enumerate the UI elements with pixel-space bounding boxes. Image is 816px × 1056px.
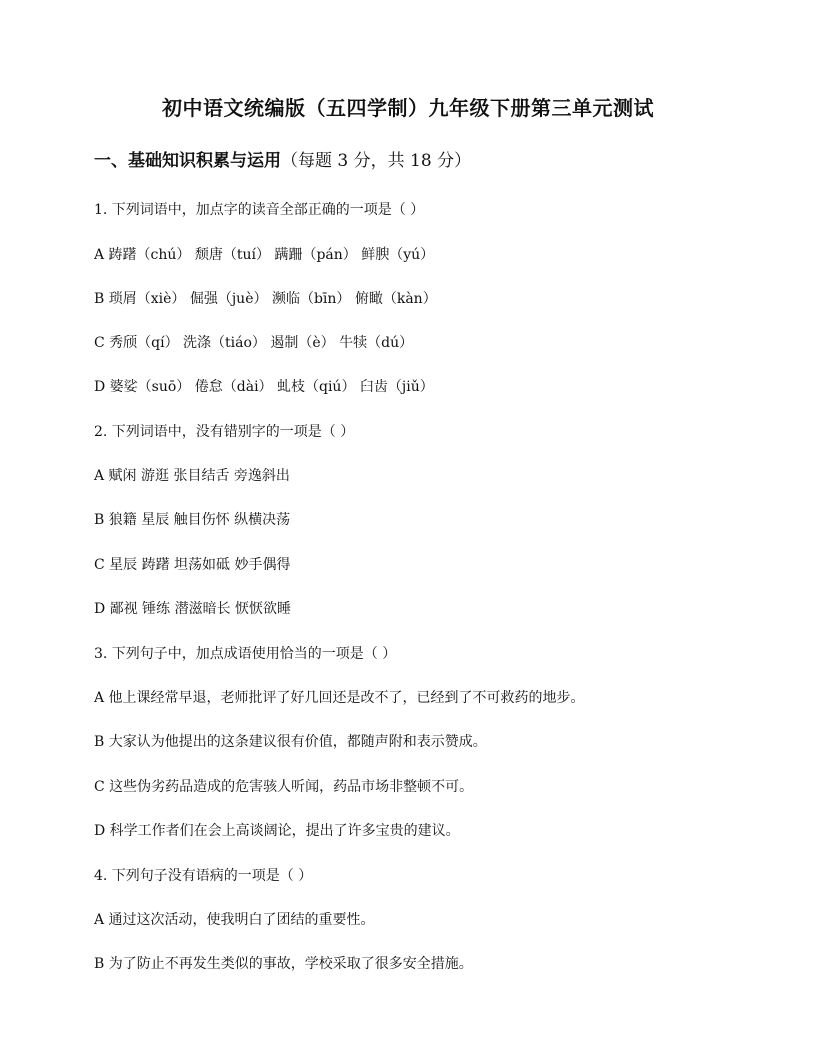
- section-score-note: （每题 3 分，共 18 分）: [281, 151, 472, 171]
- question-3-option-d: D 科学工作者们在会上高谈阔论，提出了许多宝贵的建议。: [94, 823, 460, 839]
- question-4-stem: 4. 下列句子没有语病的一项是（ ）: [94, 868, 313, 884]
- question-2-option-a: A 赋闲 游逛 张目结舌 旁逸斜出: [94, 468, 290, 484]
- question-2-stem: 2. 下列词语中，没有错别字的一项是（ ）: [94, 424, 355, 440]
- question-1-option-c: C 秀颀（qí） 洗涤（tiáo） 遏制（è） 牛犊（dú）: [94, 335, 414, 351]
- question-3-option-b: B 大家认为他提出的这条建议很有价值，都随声附和表示赞成。: [94, 734, 487, 750]
- question-3-option-a: A 他上课经常早退，老师批评了好几回还是改不了，已经到了不可救药的地步。: [94, 690, 585, 706]
- question-1-stem: 1. 下列词语中，加点字的读音全部正确的一项是（ ）: [94, 202, 425, 218]
- question-3-option-c: C 这些伪劣药品造成的危害骇人听闻，药品市场非整顿不可。: [94, 779, 474, 795]
- question-1-option-d: D 婆娑（suō） 倦怠（dài） 虬枝（qiú） 臼齿（jiǔ）: [94, 379, 434, 395]
- question-2-option-c: C 星辰 踌躇 坦荡如砥 妙手偶得: [94, 557, 291, 573]
- question-4-option-a: A 通过这次活动，使我明白了团结的重要性。: [94, 912, 375, 928]
- question-1-option-a: A 踌躇（chú） 颓唐（tuí） 蹒跚（pán） 鲜腴（yú）: [94, 247, 435, 263]
- question-4-option-b: B 为了防止不再发生类似的事故，学校采取了很多安全措施。: [94, 956, 473, 972]
- page-title: 初中语文统编版（五四学制）九年级下册第三单元测试: [162, 96, 654, 120]
- question-2-option-d: D 鄙视 锤练 潜滋暗长 恹恹欲睡: [94, 601, 292, 617]
- section-heading: [94, 148, 471, 174]
- question-2-option-b: B 狼籍 星辰 触目伤怀 纵横决荡: [94, 512, 291, 528]
- section-title: 一、基础知识积累与运用: [94, 151, 281, 171]
- question-3-stem: 3. 下列句子中，加点成语使用恰当的一项是（ ）: [94, 646, 397, 662]
- question-1-option-b: B 琐屑（xiè） 倔强（juè） 濒临（bīn） 俯瞰（kàn）: [94, 291, 437, 307]
